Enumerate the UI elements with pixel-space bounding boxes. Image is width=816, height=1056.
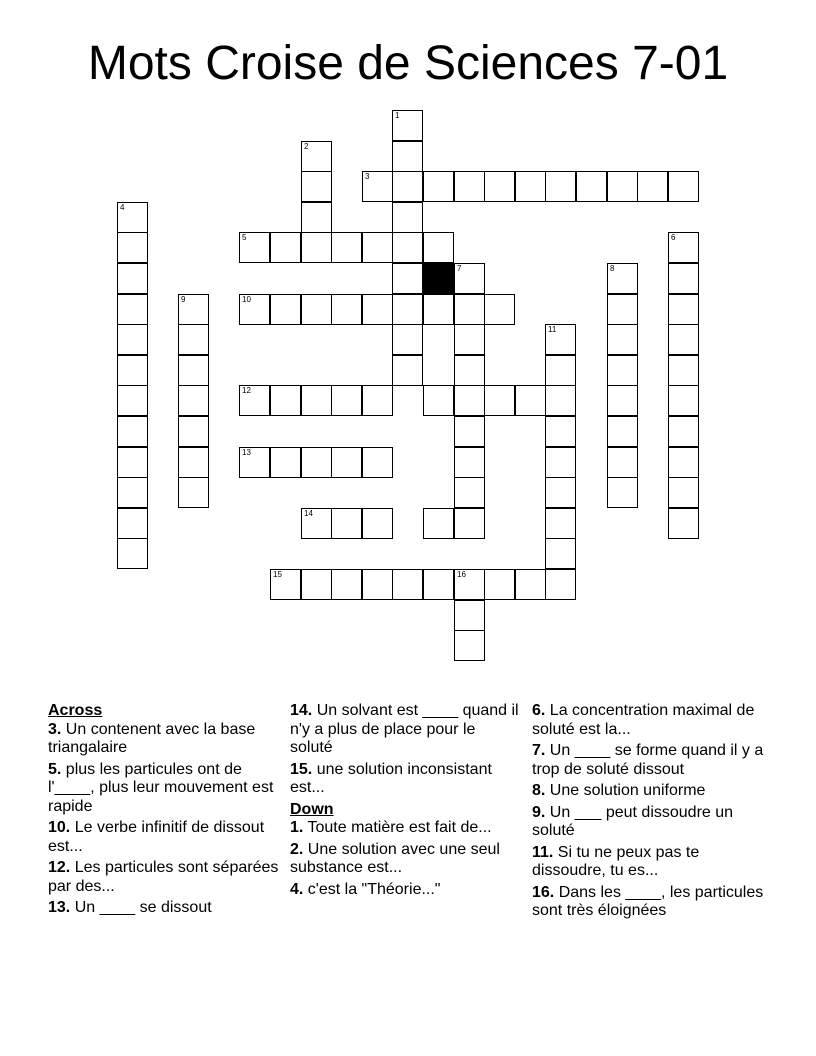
clue-item	[532, 804, 764, 841]
clue-text: Si tu ne peux pas te dissoudre, tu es...	[532, 843, 700, 879]
clue-text: La concentration maximal de soluté est la...	[532, 702, 755, 738]
clue-number: 15.	[290, 760, 313, 778]
grid-cell[interactable]	[362, 385, 393, 416]
grid-cell[interactable]	[331, 569, 362, 600]
grid-cell[interactable]	[545, 477, 576, 508]
clue-item	[290, 881, 522, 900]
clue-number: 12.	[48, 859, 71, 876]
grid-cell[interactable]	[668, 355, 699, 386]
grid-cell[interactable]	[545, 538, 576, 569]
grid-cell[interactable]	[454, 600, 485, 631]
grid-cell[interactable]	[545, 385, 576, 416]
clue-item	[48, 899, 280, 918]
grid-cell[interactable]	[331, 385, 362, 416]
cell-number: 15	[273, 570, 282, 579]
cell-number: 4	[120, 203, 125, 212]
grid-cell[interactable]	[301, 447, 332, 478]
cell-number: 1	[395, 111, 400, 120]
grid-cell[interactable]	[423, 508, 454, 539]
grid-cell[interactable]	[301, 141, 332, 172]
grid-cell[interactable]	[545, 508, 576, 539]
grid-cell[interactable]	[668, 263, 699, 294]
grid-cell[interactable]	[301, 202, 332, 233]
grid-cell[interactable]	[545, 171, 576, 202]
clue-text: Toute matière est fait de...	[303, 819, 492, 836]
grid-cell[interactable]	[668, 294, 699, 325]
grid-cell[interactable]	[454, 508, 485, 539]
grid-cell[interactable]	[178, 447, 209, 478]
grid-cell[interactable]	[117, 538, 148, 569]
grid-cell[interactable]	[392, 569, 423, 600]
grid-cell[interactable]	[637, 171, 668, 202]
grid-cell[interactable]	[454, 355, 485, 386]
clue-item	[532, 742, 764, 779]
grid-cell[interactable]	[392, 141, 423, 172]
grid-cell[interactable]	[484, 294, 515, 325]
grid-cell[interactable]	[607, 263, 638, 294]
grid-cell[interactable]	[301, 385, 332, 416]
grid-cell[interactable]	[362, 569, 393, 600]
clue-text: Un ____ se dissout	[70, 899, 212, 916]
grid-cell[interactable]	[454, 385, 485, 416]
clue-column-right	[532, 702, 764, 924]
grid-cell[interactable]	[239, 385, 270, 416]
clue-number: 9.	[532, 803, 546, 821]
grid-cell[interactable]	[270, 569, 301, 600]
grid-cell[interactable]	[178, 416, 209, 447]
grid-cell[interactable]	[331, 294, 362, 325]
grid-cell[interactable]	[117, 508, 148, 539]
grid-cell[interactable]	[117, 355, 148, 386]
grid-cell[interactable]	[270, 294, 301, 325]
grid-cell[interactable]	[668, 385, 699, 416]
clue-number: 1.	[290, 819, 304, 836]
grid-cell[interactable]	[362, 232, 393, 263]
grid-cell[interactable]	[270, 232, 301, 263]
grid-cell[interactable]	[607, 294, 638, 325]
grid-cell[interactable]	[545, 355, 576, 386]
grid-cell[interactable]	[392, 171, 423, 202]
grid-cell[interactable]	[545, 447, 576, 478]
clue-number: 10.	[48, 819, 71, 836]
grid-cell[interactable]	[668, 447, 699, 478]
clue-item	[532, 844, 764, 881]
grid-cell[interactable]	[454, 171, 485, 202]
clue-text: Une solution avec une seul substance est...	[290, 840, 500, 876]
clue-number: 3.	[48, 720, 62, 738]
grid-cell[interactable]	[301, 508, 332, 539]
clue-number: 2.	[290, 840, 304, 858]
grid-cell[interactable]	[484, 569, 515, 600]
grid-cell[interactable]	[607, 477, 638, 508]
grid-cell[interactable]	[392, 355, 423, 386]
grid-cell[interactable]	[117, 385, 148, 416]
clue-item	[532, 702, 764, 739]
clue-item	[48, 761, 280, 817]
grid-cell[interactable]	[239, 294, 270, 325]
clue-item	[290, 702, 522, 758]
grid-cell[interactable]	[515, 385, 546, 416]
grid-cell[interactable]	[454, 294, 485, 325]
grid-cell[interactable]	[668, 508, 699, 539]
grid-cell[interactable]	[331, 447, 362, 478]
grid-cell[interactable]	[117, 477, 148, 508]
clue-text: Une solution uniforme	[545, 782, 706, 799]
grid-cell[interactable]	[392, 294, 423, 325]
grid-cell[interactable]	[576, 171, 607, 202]
grid-cell[interactable]	[454, 263, 485, 294]
grid-cell[interactable]	[301, 569, 332, 600]
cell-number: 9	[181, 295, 186, 304]
grid-cell[interactable]	[668, 477, 699, 508]
grid-cell[interactable]	[607, 355, 638, 386]
clue-text: plus les particules ont de l'____, plus leur mouvement est rapide	[48, 760, 274, 815]
clue-item	[48, 819, 280, 856]
grid-cell[interactable]	[454, 416, 485, 447]
grid-cell[interactable]	[331, 508, 362, 539]
clue-text: Les particules sont séparées par des...	[48, 859, 279, 895]
clue-column-across	[48, 702, 280, 921]
grid-cell[interactable]	[392, 324, 423, 355]
clue-number: 13.	[48, 899, 71, 916]
clue-text: Un contenent avec la base triangalaire	[48, 720, 256, 756]
grid-cell[interactable]	[239, 232, 270, 263]
grid-cell[interactable]	[301, 232, 332, 263]
grid-cell[interactable]	[454, 477, 485, 508]
clue-number: 14.	[290, 702, 313, 719]
cell-number: 2	[304, 142, 309, 151]
grid-cell[interactable]	[454, 630, 485, 661]
clue-text: Un ___ peut dissoudre un soluté	[532, 803, 734, 839]
grid-cell[interactable]	[607, 447, 638, 478]
grid-cell[interactable]	[454, 447, 485, 478]
grid-cell[interactable]	[454, 324, 485, 355]
grid-cell[interactable]	[454, 569, 485, 600]
grid-cell[interactable]	[484, 385, 515, 416]
clue-item	[290, 761, 522, 798]
grid-cell[interactable]	[515, 569, 546, 600]
cell-number: 11	[548, 325, 557, 334]
grid-cell[interactable]	[178, 294, 209, 325]
grid-cell[interactable]	[668, 171, 699, 202]
grid-cell[interactable]	[668, 324, 699, 355]
cell-number: 3	[365, 172, 370, 181]
grid-cell[interactable]	[117, 263, 148, 294]
clue-heading-across: Across	[48, 702, 103, 719]
grid-cell[interactable]	[423, 294, 454, 325]
clue-item	[48, 859, 280, 896]
grid-cell[interactable]	[545, 416, 576, 447]
grid-cell[interactable]	[607, 416, 638, 447]
grid-cell[interactable]	[270, 385, 301, 416]
cell-number: 14	[304, 509, 313, 518]
grid-cell[interactable]	[301, 171, 332, 202]
black-cell	[423, 263, 454, 294]
grid-cell[interactable]	[362, 508, 393, 539]
clue-item	[290, 841, 522, 878]
grid-cell[interactable]	[484, 171, 515, 202]
grid-cell[interactable]	[301, 294, 332, 325]
cell-number: 10	[242, 295, 251, 304]
grid-cell[interactable]	[178, 355, 209, 386]
clue-column-middle	[290, 702, 522, 902]
grid-cell[interactable]	[239, 447, 270, 478]
grid-cell[interactable]	[423, 569, 454, 600]
grid-cell[interactable]	[117, 232, 148, 263]
clue-item	[532, 884, 764, 921]
grid-cell[interactable]	[117, 324, 148, 355]
grid-cell[interactable]	[178, 477, 209, 508]
grid-cell[interactable]	[331, 232, 362, 263]
grid-cell[interactable]	[362, 171, 393, 202]
grid-cell[interactable]	[607, 385, 638, 416]
clue-number: 7.	[532, 742, 546, 759]
clue-number: 6.	[532, 702, 546, 719]
clue-item	[532, 782, 764, 801]
clue-text: Un ____ se forme quand il y a trop de soluté dissout	[532, 742, 764, 778]
grid-cell[interactable]	[270, 447, 301, 478]
page-title: Mots Croise de Sciences 7-01	[87, 37, 729, 90]
grid-cell[interactable]	[392, 232, 423, 263]
clue-number: 16.	[532, 883, 555, 901]
grid-cell[interactable]	[607, 324, 638, 355]
cell-number: 16	[457, 570, 466, 579]
clue-number: 11.	[532, 843, 554, 861]
grid-cell[interactable]	[117, 202, 148, 233]
grid-cell[interactable]	[117, 294, 148, 325]
clue-number: 8.	[532, 782, 546, 799]
clue-number: 4.	[290, 880, 304, 898]
clue-item	[290, 819, 522, 838]
cell-number: 6	[671, 233, 676, 242]
grid-cell[interactable]	[362, 294, 393, 325]
grid-cell[interactable]	[668, 416, 699, 447]
grid-cell[interactable]	[545, 569, 576, 600]
grid-cell[interactable]	[178, 385, 209, 416]
grid-cell[interactable]	[423, 385, 454, 416]
clue-text: Un solvant est ____ quand il n'y a plus de place pour le soluté	[290, 702, 519, 756]
grid-cell[interactable]	[392, 110, 423, 141]
clue-text: c'est la "Théorie..."	[303, 880, 441, 898]
grid-cell[interactable]	[423, 232, 454, 263]
grid-cell[interactable]	[668, 232, 699, 263]
grid-cell[interactable]	[392, 202, 423, 233]
grid-cell[interactable]	[423, 171, 454, 202]
clue-item	[48, 721, 280, 758]
cell-number: 5	[242, 233, 247, 242]
grid-cell[interactable]	[178, 324, 209, 355]
clue-text: Dans les ____, les particules sont très éloignées	[532, 883, 764, 919]
grid-cell[interactable]	[515, 171, 546, 202]
clue-text: Le verbe infinitif de dissout est...	[48, 819, 265, 855]
grid-cell[interactable]	[117, 416, 148, 447]
grid-cell[interactable]	[545, 324, 576, 355]
clue-number: 5.	[48, 760, 62, 778]
grid-cell[interactable]	[117, 447, 148, 478]
cell-number: 7	[457, 264, 462, 273]
grid-cell[interactable]	[362, 447, 393, 478]
cell-number: 13	[242, 448, 251, 457]
grid-cell[interactable]	[392, 263, 423, 294]
clue-heading-down: Down	[290, 800, 334, 818]
cell-number: 8	[610, 264, 615, 273]
grid-cell[interactable]	[607, 171, 638, 202]
clue-text: une solution inconsistant est...	[290, 760, 492, 796]
cell-number: 12	[242, 386, 251, 395]
